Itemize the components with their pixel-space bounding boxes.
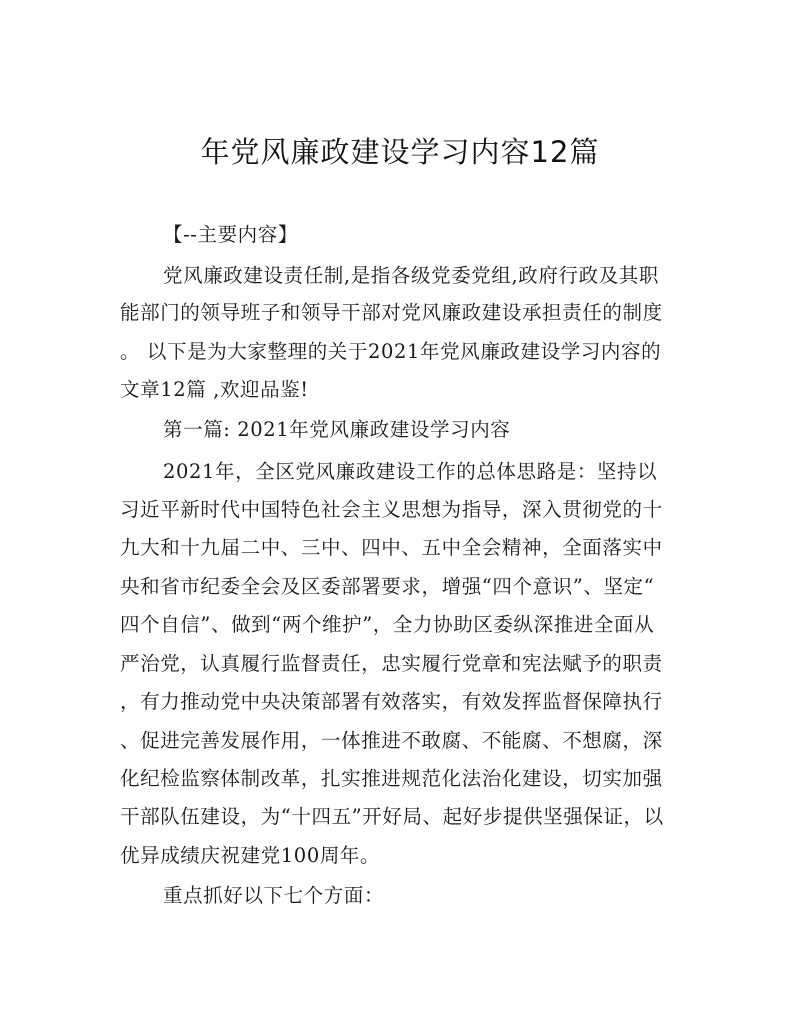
document-title: 年党风廉政建设学习内容12篇 [200,135,600,169]
paragraph-line: 、促进完善发展作用，一体推进不敢腐、不能腐、不想腐，深 [120,729,663,752]
paragraph-line: 能部门的领导班子和领导干部对党风廉政建设承担责任的制度 [120,301,663,324]
paragraph-line: 干部队伍建设，为“十四五”开好局、起好步提供坚强保证，以 [120,805,664,828]
paragraph-line: 2021年，全区党风廉政建设工作的总体思路是：坚持以 [163,460,658,483]
paragraph-line: 文章12篇 ,欢迎品鉴! [120,378,309,401]
paragraph-line: 。 以下是为大家整理的关于2021年党风廉政建设学习内容的 [120,340,662,363]
paragraph-line: 央和省市纪委全会及区委部署要求，增强“四个意识”、坚定“ [120,575,655,598]
section-heading: 第一篇: 2021年党风廉政建设学习内容 [163,418,511,441]
paragraph-line: 严治党，认真履行监督责任，忠实履行党章和宪法赋予的职责 [120,652,663,675]
paragraph-line: 习近平新时代中国特色社会主义思想为指导，深入贯彻党的十 [120,498,663,521]
paragraph-line: 九大和十九届二中、三中、四中、五中全会精神，全面落实中 [120,536,663,559]
paragraph-line: 党风廉政建设责任制,是指各级党委党组,政府行政及其职 [163,264,659,287]
paragraph-line: ，有力推动党中央决策部署有效落实，有效发挥监督保障执行 [120,690,663,713]
paragraph-line: 化纪检监察体制改革，扎实推进规范化法治化建设，切实加强 [120,767,663,790]
abstract-label: 【--主要内容】 [163,223,298,246]
paragraph-line: 优异成绩庆祝建党100周年。 [120,844,381,867]
paragraph-line: 四个自信”、做到“两个维护”，全力协助区委纵深推进全面从 [120,613,655,636]
paragraph-line: 重点抓好以下七个方面： [163,884,385,907]
